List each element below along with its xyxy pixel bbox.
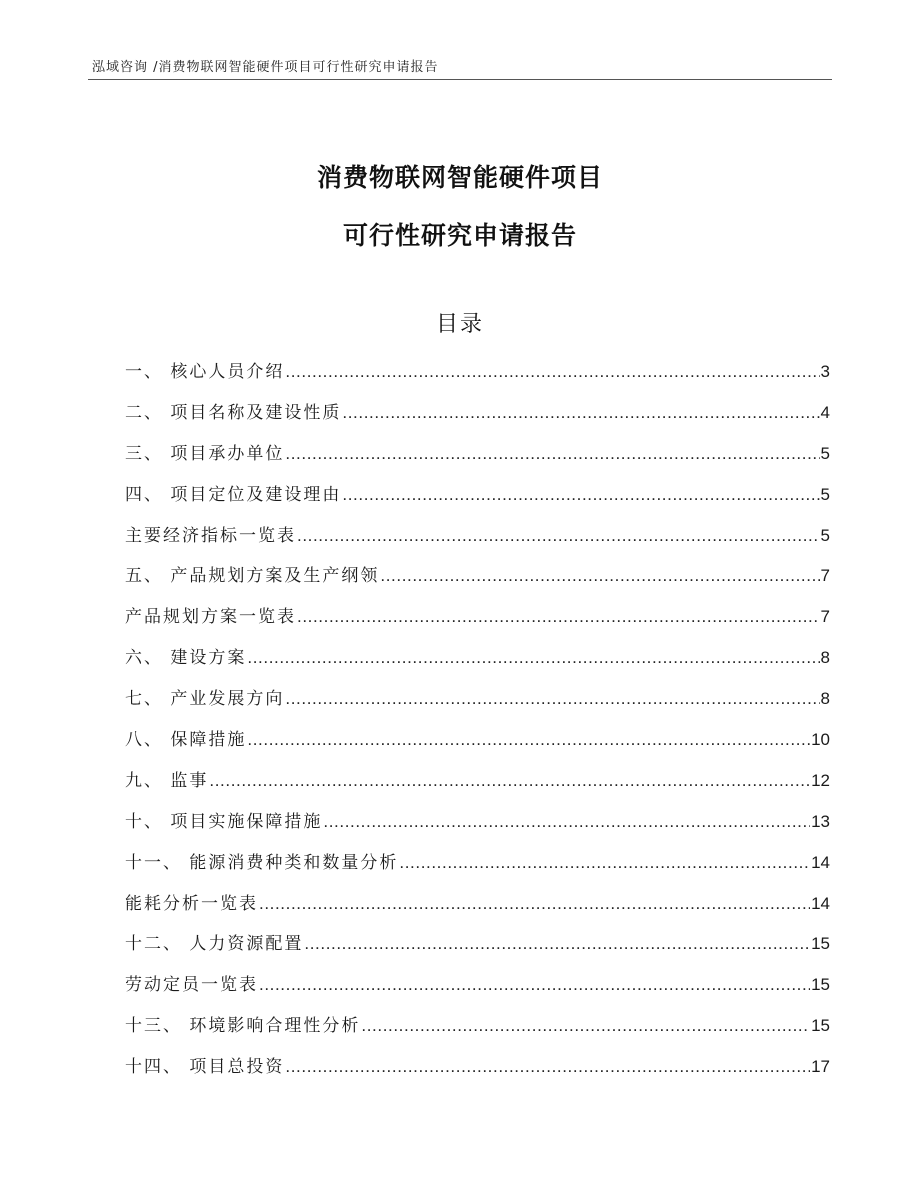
toc-leader-dots <box>304 924 810 965</box>
toc-entry-page: 14 <box>811 893 830 913</box>
toc-entry-label: 十二、 人力资源配置 <box>125 934 304 955</box>
toc-entry[interactable] <box>125 638 830 679</box>
toc-entry[interactable] <box>125 352 830 393</box>
toc-entry-label: 能耗分析一览表 <box>125 893 258 914</box>
toc-entry-page: 15 <box>811 975 830 995</box>
header-divider <box>88 79 832 80</box>
toc-leader-dots <box>399 843 810 884</box>
toc-entry-page: 7 <box>820 607 830 627</box>
toc-leader-dots <box>285 434 819 475</box>
toc-entry-label: 十三、 环境影响合理性分析 <box>125 1016 361 1037</box>
toc-entry[interactable] <box>125 597 830 638</box>
toc-entry-label: 三、 项目承办单位 <box>125 443 285 464</box>
toc-entry-label: 五、 产品规划方案及生产纲领 <box>125 566 380 587</box>
toc-entry-label: 六、 建设方案 <box>125 648 247 669</box>
toc-entry-page: 17 <box>811 1057 830 1077</box>
toc-entry[interactable] <box>125 761 830 802</box>
toc-leader-dots <box>285 679 819 720</box>
toc-entry-label: 主要经济指标一览表 <box>125 525 296 546</box>
toc-entry-label: 二、 项目名称及建设性质 <box>125 402 342 423</box>
toc-entry-page: 5 <box>820 443 830 463</box>
toc-entry[interactable] <box>125 965 830 1006</box>
toc-entry-label: 八、 保障措施 <box>125 730 247 751</box>
toc-leader-dots <box>361 1006 810 1047</box>
toc-entry-label: 十四、 项目总投资 <box>125 1057 285 1078</box>
toc-leader-dots <box>285 1047 810 1088</box>
toc-entry[interactable] <box>125 516 830 557</box>
document-title-line-1: 消费物联网智能硬件项目 <box>316 163 603 192</box>
toc-leader-dots <box>247 638 819 679</box>
toc-heading: 目录 <box>435 312 484 337</box>
toc-leader-dots <box>342 475 819 516</box>
toc-entry-page: 12 <box>811 770 830 790</box>
toc-leader-dots <box>259 884 810 925</box>
toc-entry[interactable] <box>125 802 830 843</box>
toc-entry[interactable] <box>125 556 830 597</box>
toc-entry-page: 15 <box>811 1016 830 1036</box>
toc-leader-dots <box>323 802 810 843</box>
toc-entry-page: 13 <box>811 811 830 831</box>
toc-entry[interactable] <box>125 679 830 720</box>
toc-entry-page: 4 <box>820 402 830 422</box>
toc-leader-dots <box>380 556 819 597</box>
toc-entry-label: 九、 监事 <box>125 770 209 791</box>
toc-entry-page: 3 <box>820 362 830 381</box>
toc-entry-label: 四、 项目定位及建设理由 <box>125 484 342 505</box>
toc-leader-dots <box>247 720 810 761</box>
toc-entry-page: 14 <box>811 852 830 872</box>
toc-entry-page: 7 <box>820 566 830 586</box>
toc-entry[interactable] <box>125 434 830 475</box>
toc-entry-page: 15 <box>811 934 830 954</box>
toc-entry-label: 产品规划方案一览表 <box>125 607 296 628</box>
toc-entry-page: 5 <box>820 525 830 545</box>
table-of-contents <box>125 352 830 1088</box>
toc-entry[interactable] <box>125 720 830 761</box>
toc-entry-page: 8 <box>820 648 830 668</box>
toc-entry[interactable] <box>125 1047 830 1088</box>
toc-entry[interactable] <box>125 393 830 434</box>
toc-leader-dots <box>297 597 820 638</box>
toc-leader-dots <box>342 393 819 434</box>
toc-entry-page: 8 <box>820 689 830 709</box>
toc-entry-label: 十、 项目实施保障措施 <box>125 811 323 832</box>
document-title-line-2: 可行性研究申请报告 <box>342 221 577 250</box>
toc-entry[interactable] <box>125 1006 830 1047</box>
toc-entry-label: 一、 核心人员介绍 <box>125 362 285 382</box>
toc-entry[interactable] <box>125 924 830 965</box>
toc-leader-dots <box>259 965 810 1006</box>
toc-leader-dots <box>209 761 810 802</box>
toc-entry[interactable] <box>125 843 830 884</box>
toc-leader-dots <box>297 516 820 557</box>
toc-leader-dots <box>285 352 819 393</box>
toc-entry[interactable] <box>125 475 830 516</box>
toc-entry[interactable] <box>125 884 830 925</box>
toc-entry-label: 十一、 能源消费种类和数量分析 <box>125 852 399 873</box>
toc-entry-label: 七、 产业发展方向 <box>125 689 285 710</box>
running-header: 泓域咨询 /消费物联网智能硬件项目可行性研究申请报告 <box>92 60 439 75</box>
toc-entry-page: 5 <box>820 484 830 504</box>
toc-entry-label: 劳动定员一览表 <box>125 975 258 996</box>
toc-entry-page: 10 <box>811 730 830 750</box>
